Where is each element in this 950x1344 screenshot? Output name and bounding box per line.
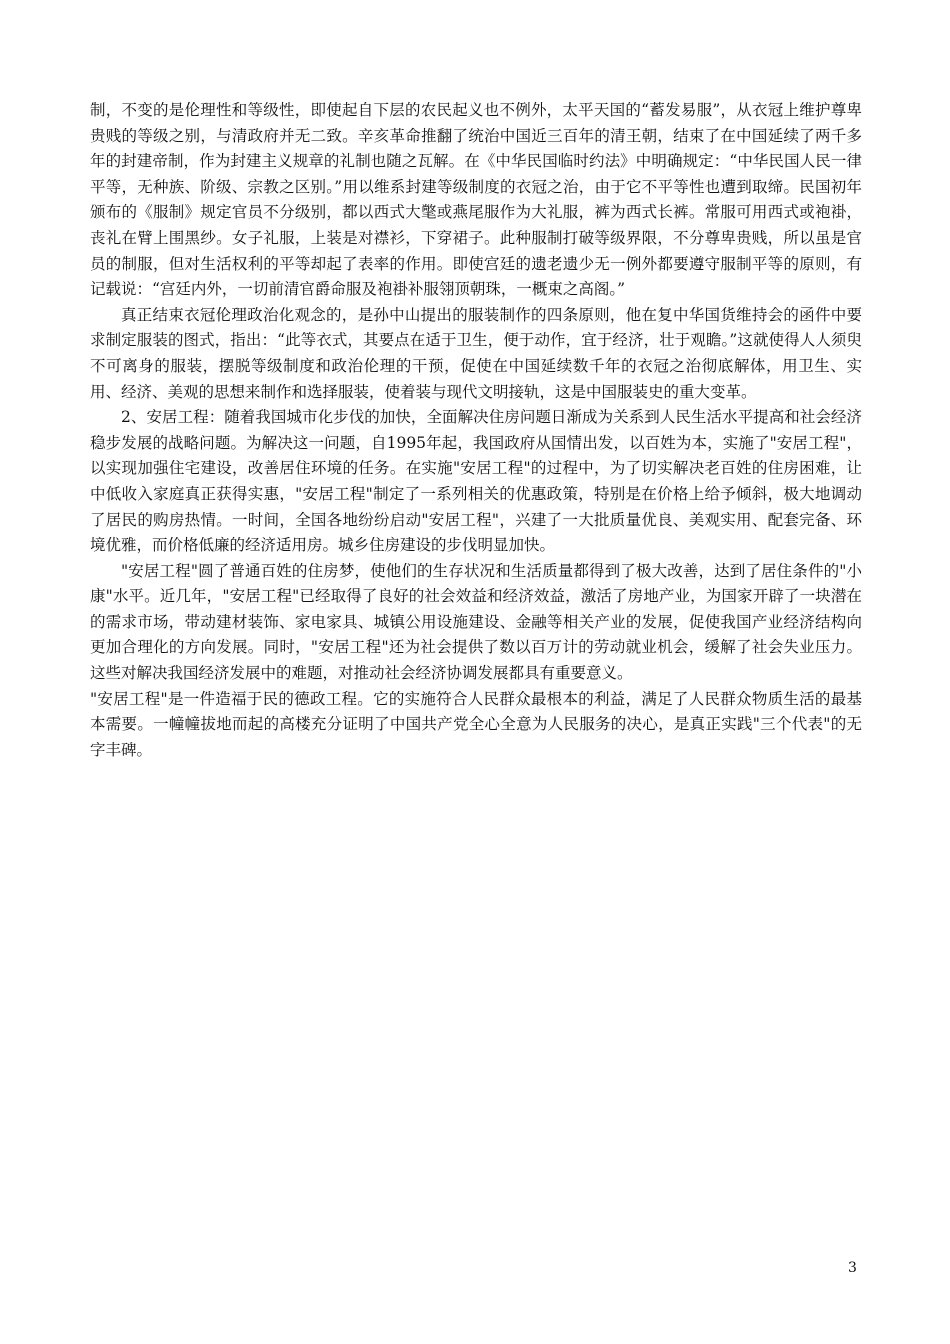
- paragraph-housing-project-intro: 2、安居工程：随着我国城市化步伐的加快，全面解决住房问题日渐成为关系到人民生活水平提高和社会经济稳步发展的战略问题。为解决这一问题，自1995年起，我国政府从国情出发，以百姓为本，实施了"安居工程"，以实现加强住宅建设，改善居住环境的任务。在实施"安居工程"的过程中，为了切实解决老百姓的住房困难，让中低收入家庭真正获得实惠，"安居工程"制定了一系列相关的优惠政策，特别是在价格上给予倾斜，极大地调动了居民的购房热情。一时间，全国各地纷纷启动"安居工程"，兴建了一大批质量优良、美观实用、配套完备、环境优雅，而价格低廉的经济适用房。城乡住房建设的步伐明显加快。: [90, 408, 862, 555]
- paragraph-housing-project-benefits: "安居工程"圆了普通百姓的住房梦，使他们的生存状况和生活质量都得到了极大改善，达到了居住条件的"小康"水平。近几年，"安居工程"已经取得了良好的社会效益和经济效益，激活了房地产业，为国家开辟了一块潜在的需求市场，带动建材装饰、家电家具、城镇公用设施建设、金融等相关产业的发展，促使我国产业经济结构向更加合理化的方向发展。同时，"安居工程"还为社会提供了数以百万计的劳动就业机会，缓解了社会失业压力。这些对解决我国经济发展中的难题，对推动社会经济协调发展都具有重要意义。: [90, 561, 862, 683]
- document-body: [90, 98, 862, 763]
- page-number: 3: [848, 1260, 857, 1276]
- paragraph-clothing-equality: 制，不变的是伦理性和等级性，即使起自下层的农民起义也不例外，太平天国的“蓄发易服”，从衣冠上维护尊卑贵贱的等级之别，与清政府并无二致。辛亥革命推翻了统治中国近三百年的清王朝，结束了在中国延续了两千多年的封建帝制，作为封建主义规章的礼制也随之瓦解。在《中华民国临时约法》中明确规定：“中华民国人民一律平等，无种族、阶级、宗教之区别。”用以维系封建等级制度的衣冠之治，由于它不平等性也遭到取缔。民国初年颁布的《服制》规定官员不分级别，都以西式大氅或燕尾服作为大礼服，裤为西式长裤。常服可用西式或袍褂，丧礼在臂上围黑纱。女子礼服，上装是对襟衫，下穿裙子。此种服制打破等级界限，不分尊卑贵贱，所以虽是官员的制服，但对生活权利的平等却起了表率的作用。即使宫廷的遗老遗少无一例外都要遵守服制平等的原则，有记载说：“宫廷内外，一切前清官爵命服及袍褂补服翎顶朝珠，一概束之高阁。”: [90, 101, 862, 299]
- paragraph-sun-yatsen-principles: 真正结束衣冠伦理政治化观念的，是孙中山提出的服装制作的四条原则，他在复中华国货维持会的函件中要求制定服装的图式，指出：“此等衣式，其要点在适于卫生，便于动作，宜于经济，壮于观瞻。”这就使得人人须臾不可离身的服装，摆脱等级制度和政治伦理的干预，促使在中国延续数千年的衣冠之治彻底解体，用卫生、实用、经济、美观的思想来制作和选择服装，使着装与现代文明接轨，这是中国服装史的重大变革。: [90, 305, 862, 401]
- paragraph-housing-project-conclusion: "安居工程"是一件造福于民的德政工程。它的实施符合人民群众最根本的利益，满足了人民群众物质生活的最基本需要。一幢幢拔地而起的高楼充分证明了中国共产党全心全意为人民服务的决心，是真正实践"三个代表"的无字丰碑。: [90, 689, 862, 759]
